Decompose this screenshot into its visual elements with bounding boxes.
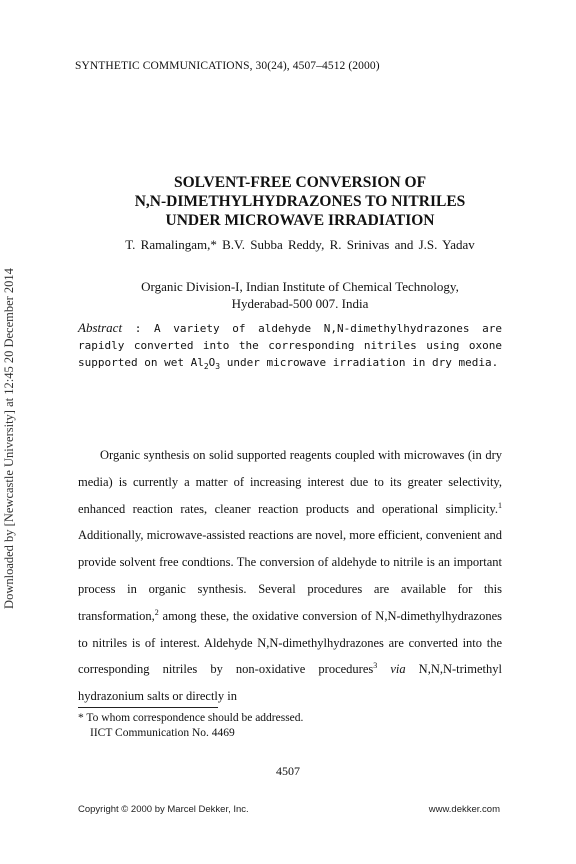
abstract-separator: :: [122, 322, 154, 335]
footnote-line-2: IICT Communication No. 4469: [90, 727, 235, 739]
body-segment-3: among these, the oxidative conversion of N,N-dimethylhydrazones to nitriles is of interest. Aldehyde N,N-dimethylhydrazones are converted into the corresponding nitriles by non-oxidative procedures: [78, 608, 502, 677]
publisher-website[interactable]: www.dekker.com: [428, 804, 500, 815]
abstract-label: Abstract: [78, 320, 123, 335]
body-segment-5: N,N,N-trimethyl hydrazonium salts or directly in: [78, 662, 502, 704]
copyright: Copyright © 2000 by Marcel Dekker, Inc.: [78, 804, 249, 815]
body-segment-1: Organic synthesis on solid supported reagents coupled with microwaves (in dry media) is currently a matter of increasing interest due to its greater selectivity, enhanced reaction rates, cleaner reaction products and operational simplicity.: [78, 448, 502, 516]
abstract-text-1: A variety of aldehyde N,N-dimethylhydrazones are rapidly converted into the corresponding nitriles using oxone supported on wet Al: [78, 322, 502, 369]
abstract-subscript-2: 3: [215, 362, 221, 372]
download-watermark: [1, 232, 17, 644]
abstract: [78, 319, 502, 371]
page-number: 4507: [276, 764, 300, 778]
author-list: T. Ramalingam,* B.V. Subba Reddy, R. Srinivas and J.S. Yadav: [125, 237, 475, 252]
footnote: [78, 711, 303, 741]
body-via: via: [390, 662, 406, 677]
reference-3: 3: [373, 661, 378, 671]
footnote-divider: [78, 707, 218, 708]
title-line-2: N,N-DIMETHYLHYDRAZONES TO NITRILES: [134, 193, 466, 210]
download-watermark-text: Downloaded by [Newcastle University] at 12:45 20 December 2014: [1, 267, 16, 609]
body-segment-4: [377, 662, 390, 676]
reference-2: 2: [154, 607, 159, 617]
abstract-oxygen: O: [208, 356, 216, 369]
body-segment-2: Additionally, microwave-assisted reactions are novel, more efficient, convenient and provide solvent free condtions. The conversion of aldehyde to nitrile is an important process in organic synthesis. Several procedures are available for this transformation,: [78, 528, 502, 623]
affiliation-line-1: Organic Division-I, Indian Institute of Chemical Technology,: [141, 279, 459, 294]
footnote-line-1: * To whom correspondence should be addressed.: [78, 712, 304, 724]
article-title: [80, 173, 520, 230]
title-line-1: SOLVENT-FREE CONVERSION OF: [173, 174, 427, 191]
journal-header: SYNTHETIC COMMUNICATIONS, 30(24), 4507–4512 (2000): [75, 60, 380, 72]
abstract-subscript-1: 2: [203, 362, 209, 372]
abstract-text-2: under microwave irradiation in dry media.: [220, 356, 499, 369]
body-paragraph: [78, 442, 502, 710]
affiliation-line-2: Hyderabad-500 007. India: [231, 296, 369, 311]
title-line-3: UNDER MICROWAVE IRRADIATION: [165, 212, 435, 229]
reference-1: 1: [498, 500, 502, 510]
body-text: [78, 442, 502, 710]
affiliation: [80, 278, 520, 312]
